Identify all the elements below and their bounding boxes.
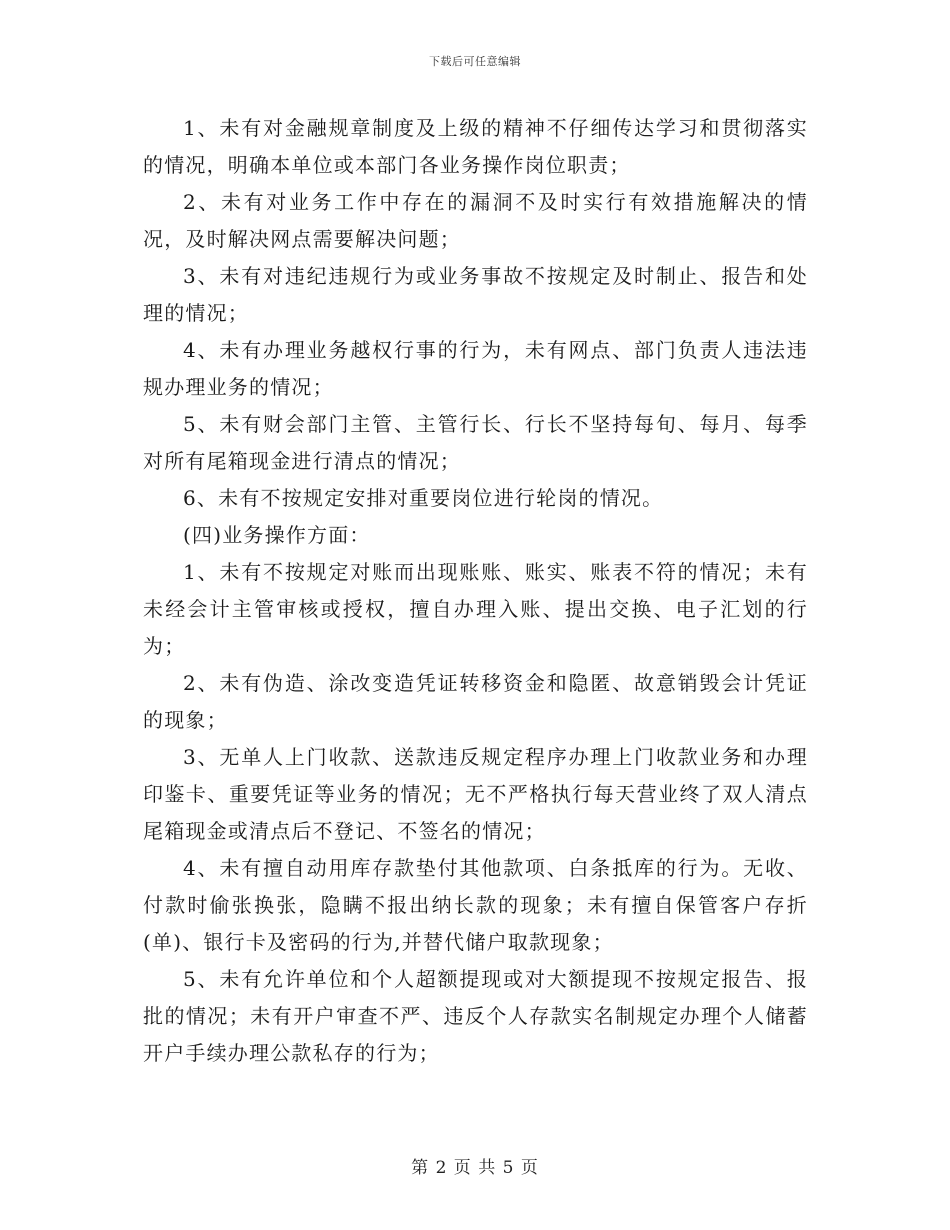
- paragraph-11: 5、未有允许单位和个人超额提现或对大额提现不按规定报告、报批的情况；未有开户审查不严、违反个人存款实名制规定办理个人储蓄开户手续办理公款私存的行为；: [143, 967, 808, 1065]
- paragraph-7: 1、未有不按规定对账而出现账账、账实、账表不符的情况；未有未经会计主管审核或授权，擅自办理入账、提出交换、电子汇划的行为；: [143, 560, 808, 658]
- section-heading-business-operations: (四)业务操作方面：: [183, 523, 371, 547]
- header-note: 下载后可任意编辑: [429, 55, 521, 68]
- paragraph-6: 6、未有不按规定安排对重要岗位进行轮岗的情况。: [183, 486, 664, 510]
- paragraph-4: 4、未有办理业务越权行事的行为，未有网点、部门负责人违法违规办理业务的情况；: [143, 338, 808, 399]
- paragraph-3: 3、未有对违纪违规行为或业务事故不按规定及时制止、报告和处理的情况；: [143, 264, 808, 325]
- paragraph-8: 2、未有伪造、涂改变造凭证转移资金和隐匿、故意销毁会计凭证的现象；: [143, 671, 808, 732]
- paragraph-10: 4、未有擅自动用库存款垫付其他款项、白条抵库的行为。无收、付款时偷张换张，隐瞒不报出纳长款的现象；未有擅自保管客户存折(单)、银行卡及密码的行为,并替代储户取款现象；: [143, 856, 808, 954]
- paragraph-2: 2、未有对业务工作中存在的漏洞不及时实行有效措施解决的情况，及时解决网点需要解决问题；: [143, 190, 808, 251]
- document-body: [143, 110, 808, 1072]
- paragraph-9: 3、无单人上门收款、送款违反规定程序办理上门收款业务和办理印鉴卡、重要凭证等业务的情况；无不严格执行每天营业终了双人清点尾箱现金或清点后不登记、不签名的情况；: [143, 745, 808, 843]
- paragraph-5: 5、未有财会部门主管、主管行长、行长不坚持每旬、每月、每季对所有尾箱现金进行清点的情况；: [143, 412, 808, 473]
- paragraph-1: 1、未有对金融规章制度及上级的精神不仔细传达学习和贯彻落实的情况，明确本单位或本部门各业务操作岗位职责；: [143, 116, 808, 177]
- page-number-footer: 第 2 页 共 5 页: [411, 1158, 539, 1178]
